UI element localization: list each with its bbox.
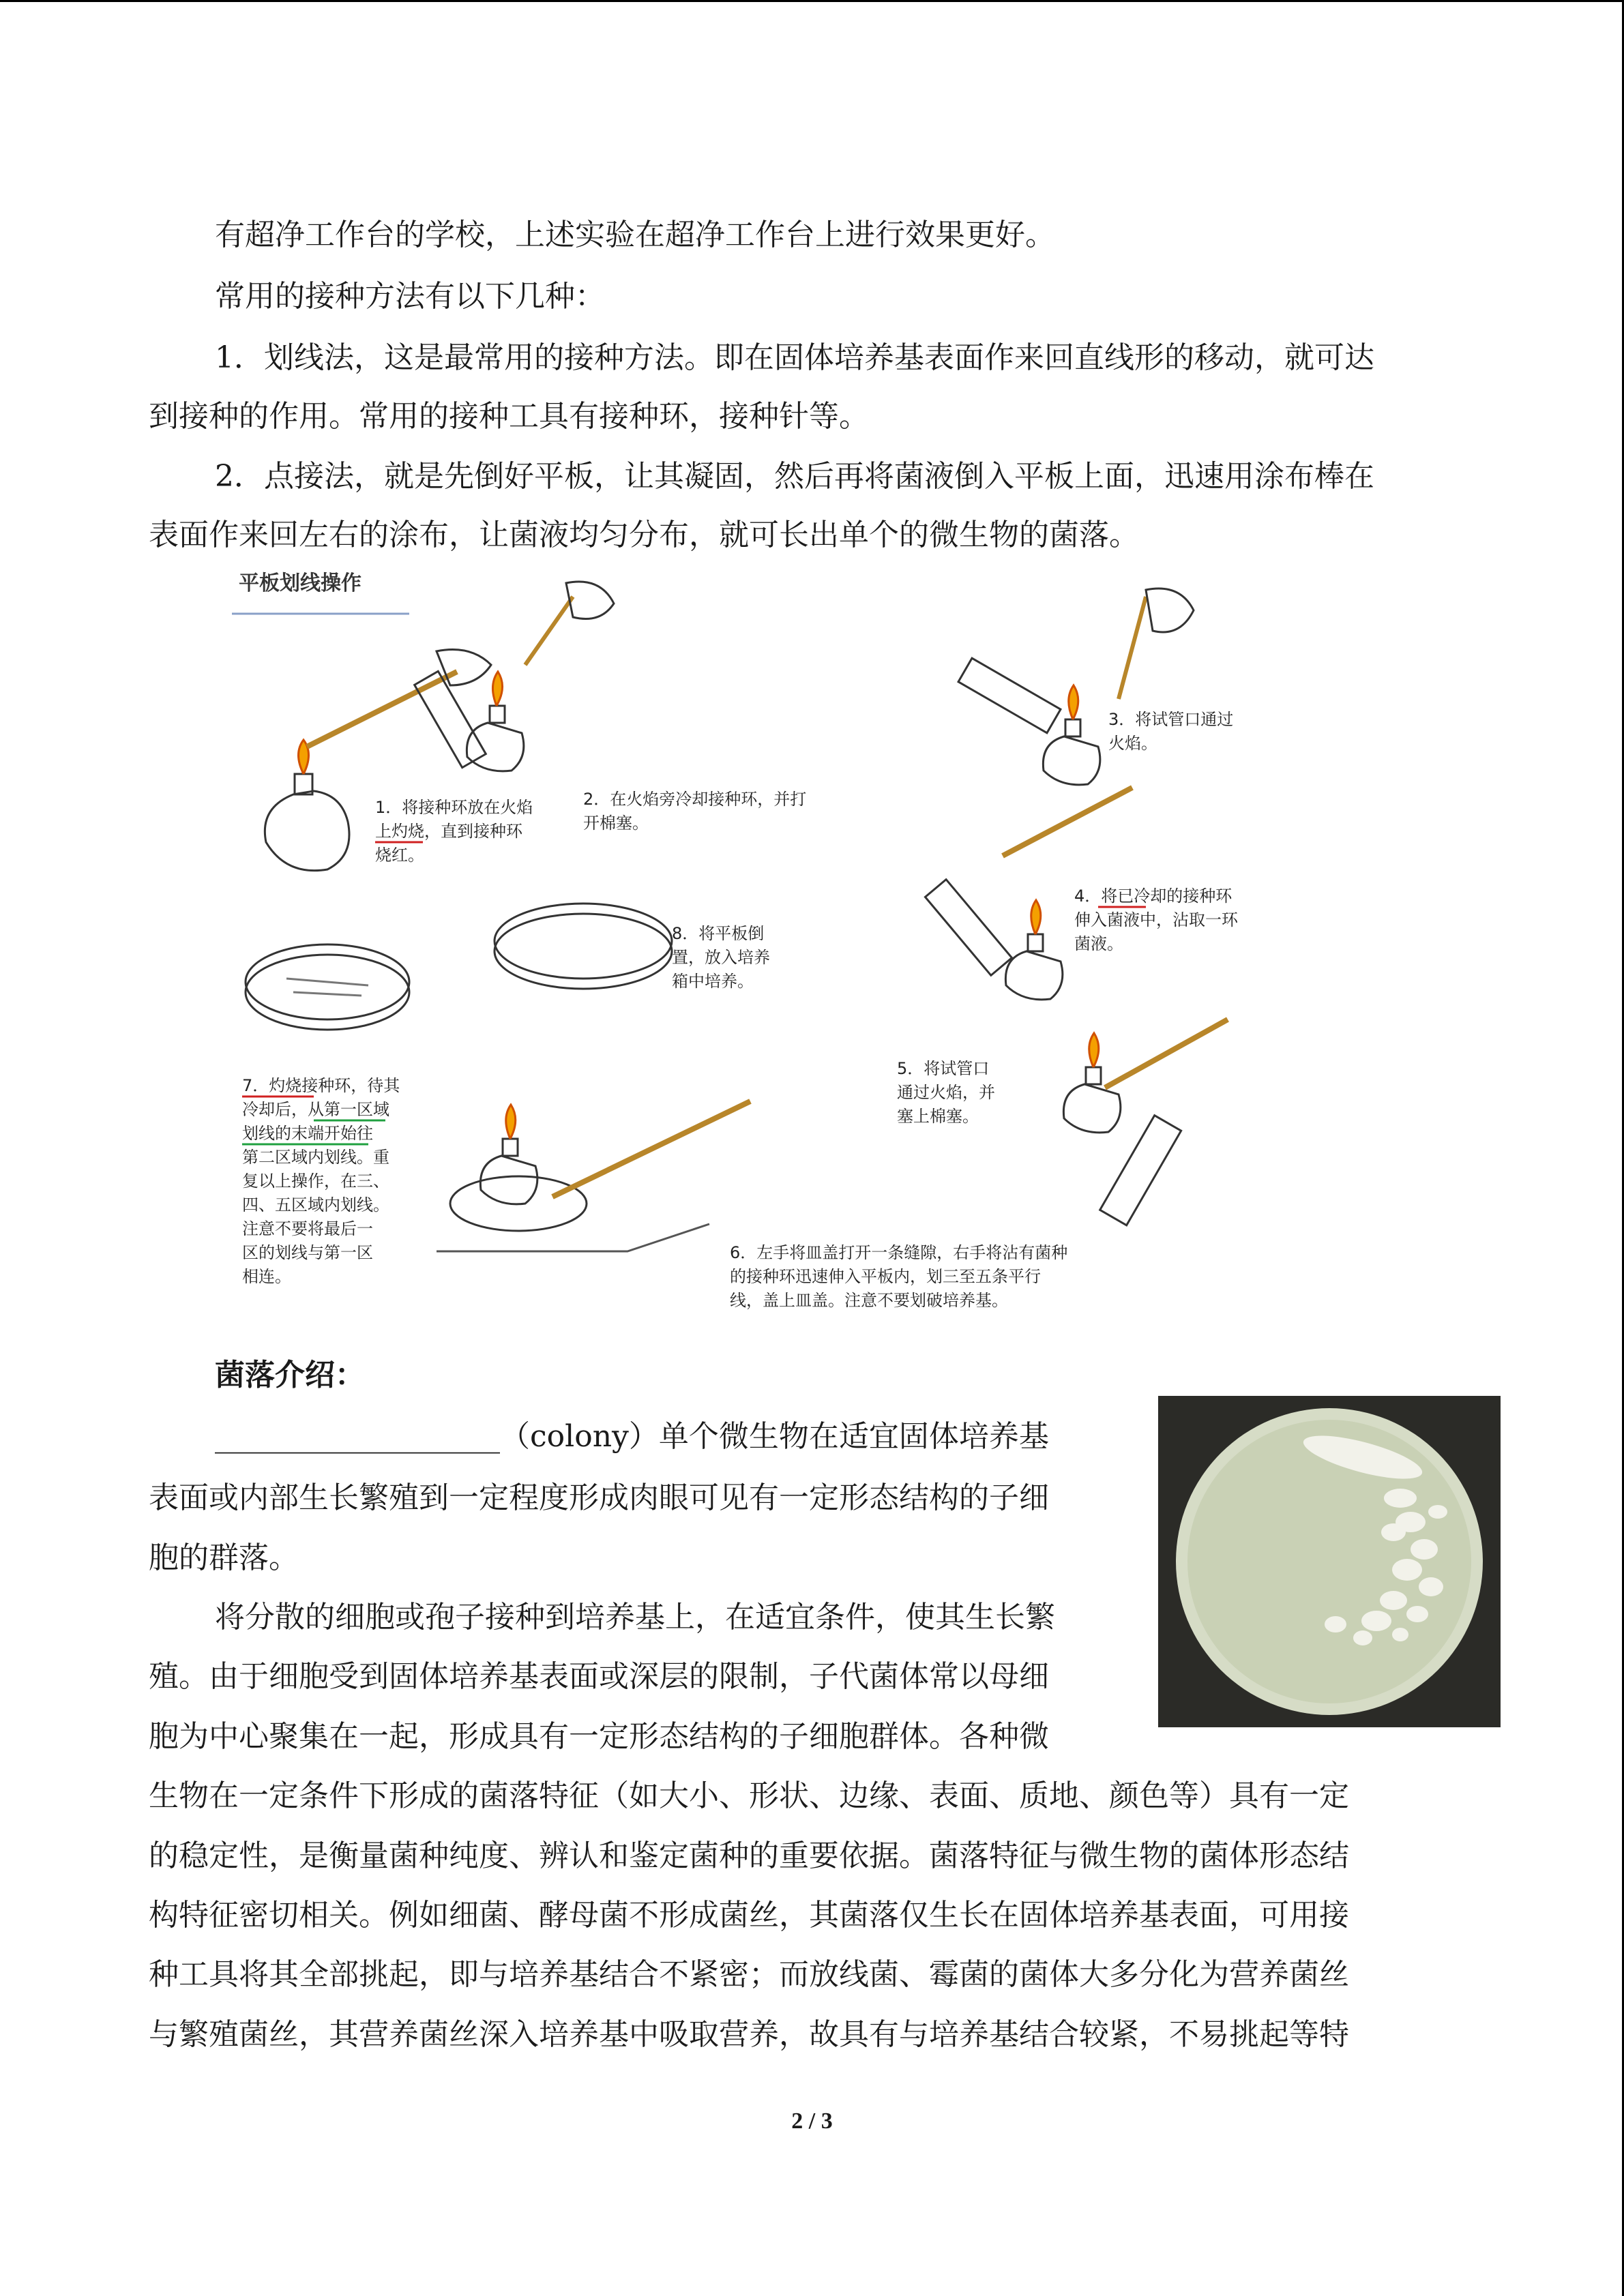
paragraph-4-line-1: 2．点接法，就是先倒好平板，让其凝固，然后再将菌液倒入平板上面，迅速用涂布棒在: [215, 459, 1374, 494]
svg-text:塞上棉塞。: 塞上棉塞。: [897, 1107, 979, 1126]
colony-line-5: 殖。由于细胞受到固体培养基表面或深层的限制，子代菌体常以母细: [149, 1659, 1049, 1694]
svg-text:4．将已冷却的接种环: 4．将已冷却的接种环: [1074, 886, 1232, 906]
svg-text:伸入菌液中，沾取一环: 伸入菌液中，沾取一环: [1074, 910, 1238, 929]
svg-text:通过火焰，并: 通过火焰，并: [897, 1083, 995, 1102]
svg-text:的接种环迅速伸入平板内，划三至五条平行: 的接种环迅速伸入平板内，划三至五条平行: [730, 1267, 1041, 1286]
svg-text:四、五区域内划线。: 四、五区域内划线。: [242, 1195, 389, 1214]
colony-line-4: 将分散的细胞或孢子接种到培养基上，在适宜条件，使其生长繁: [215, 1600, 1055, 1635]
step-1-label: [375, 798, 533, 865]
step-8-label: [672, 924, 770, 991]
burner-6-illustration: [437, 1101, 750, 1251]
burner-3-illustration: [958, 588, 1194, 785]
svg-text:菌液。: 菌液。: [1074, 934, 1123, 953]
step-3-label: [1108, 710, 1233, 753]
svg-text:上灼烧，直到接种环: 上灼烧，直到接种环: [375, 822, 522, 841]
svg-text:复以上操作，在三、: 复以上操作，在三、: [242, 1172, 389, 1191]
step-2-label: [583, 790, 806, 833]
paragraph-1: 有超净工作台的学校，上述实验在超净工作台上进行效果更好。: [215, 218, 1055, 252]
burner-5-illustration: [1063, 1019, 1228, 1225]
colony-line-7: 生物在一定条件下形成的菌落特征（如大小、形状、边缘、表面、质地、颜色等）具有一定: [149, 1778, 1349, 1813]
svg-text:线，盖上皿盖。注意不要划破培养基。: 线，盖上皿盖。注意不要划破培养基。: [730, 1291, 1008, 1310]
svg-text:注意不要将最后一: 注意不要将最后一: [242, 1219, 373, 1238]
svg-text:3．将试管口通过: 3．将试管口通过: [1108, 710, 1234, 729]
dish-7-illustration: [246, 944, 409, 1030]
svg-text:6．左手将皿盖打开一条缝隙，右手将沾有菌种: 6．左手将皿盖打开一条缝隙，右手将沾有菌种: [730, 1243, 1068, 1262]
section-heading: 菌落介绍：: [215, 1358, 365, 1392]
petri-dish-photo: [1158, 1396, 1501, 1727]
plate-streaking-figure: [232, 569, 1323, 1333]
svg-text:1．将接种环放在火焰: 1．将接种环放在火焰: [375, 798, 533, 817]
svg-text:5．将试管口: 5．将试管口: [897, 1059, 990, 1078]
colony-line-10: 种工具将其全部挑起，即与培养基结合不紧密；而放线菌、霉菌的菌体大多分化为营养菌丝: [149, 1957, 1349, 1992]
step-4-label: [1074, 886, 1239, 953]
svg-text:火焰。: 火焰。: [1108, 734, 1157, 753]
paragraph-3-line-1: 1．划线法，这是最常用的接种方法。即在固体培养基表面作来回直线形的移动，就可达: [215, 340, 1374, 375]
colony-line-1: ___________________（colony）单个微生物在适宜固体培养基: [215, 1419, 1049, 1454]
colony-line-6: 胞为中心聚集在一起，形成具有一定形态结构的子细胞群体。各种微: [149, 1719, 1049, 1754]
svg-text:第二区域内划线。重: 第二区域内划线。重: [242, 1148, 389, 1167]
colony-line-2: 表面或内部生长繁殖到一定程度形成肉眼可见有一定形态结构的子细: [149, 1480, 1049, 1515]
step-5-label: [897, 1059, 995, 1126]
svg-text:2．在火焰旁冷却接种环，并打: 2．在火焰旁冷却接种环，并打: [583, 790, 807, 809]
paragraph-4-line-2: 表面作来回左右的涂布，让菌液均匀分布，就可长出单个的微生物的菌落。: [149, 518, 1139, 552]
page-number: 2 / 3: [791, 2108, 833, 2134]
colony-line-3: 胞的群落。: [149, 1540, 299, 1575]
colony-line-8: 的稳定性，是衡量菌种纯度、辨认和鉴定菌种的重要依据。菌落特征与微生物的菌体形态结: [149, 1838, 1349, 1873]
svg-text:冷却后，从第一区域: 冷却后，从第一区域: [242, 1100, 389, 1119]
svg-text:置，放入培养: 置，放入培养: [672, 948, 770, 967]
svg-text:8．将平板倒: 8．将平板倒: [672, 924, 765, 943]
svg-text:相连。: 相连。: [242, 1267, 291, 1286]
svg-text:烧红。: 烧红。: [375, 846, 424, 865]
svg-text:划线的末端开始往: 划线的末端开始往: [242, 1124, 373, 1143]
colony-line-9: 构特征密切相关。例如细菌、酵母菌不形成菌丝，其菌落仅生长在固体培养基表面，可用接: [149, 1898, 1349, 1933]
paragraph-2: 常用的接种方法有以下几种：: [215, 279, 605, 314]
dish-8-illustration: [494, 904, 672, 989]
colony-line-11: 与繁殖菌丝，其营养菌丝深入培养基中吸取营养，故具有与培养基结合较紧，不易挑起等特: [149, 2017, 1349, 2052]
step-6-label: [730, 1243, 1067, 1310]
svg-text:区的划线与第一区: 区的划线与第一区: [242, 1243, 373, 1262]
paragraph-3-line-2: 到接种的作用。常用的接种工具有接种环，接种针等。: [149, 399, 869, 434]
svg-text:7．灼烧接种环，待其: 7．灼烧接种环，待其: [242, 1076, 400, 1095]
step-7-label: [242, 1076, 400, 1286]
svg-text:开棉塞。: 开棉塞。: [583, 814, 649, 833]
svg-text:箱中培养。: 箱中培养。: [672, 972, 754, 991]
page-border-top: [0, 0, 1624, 2]
figure-title: 平板划线操作: [239, 571, 361, 595]
